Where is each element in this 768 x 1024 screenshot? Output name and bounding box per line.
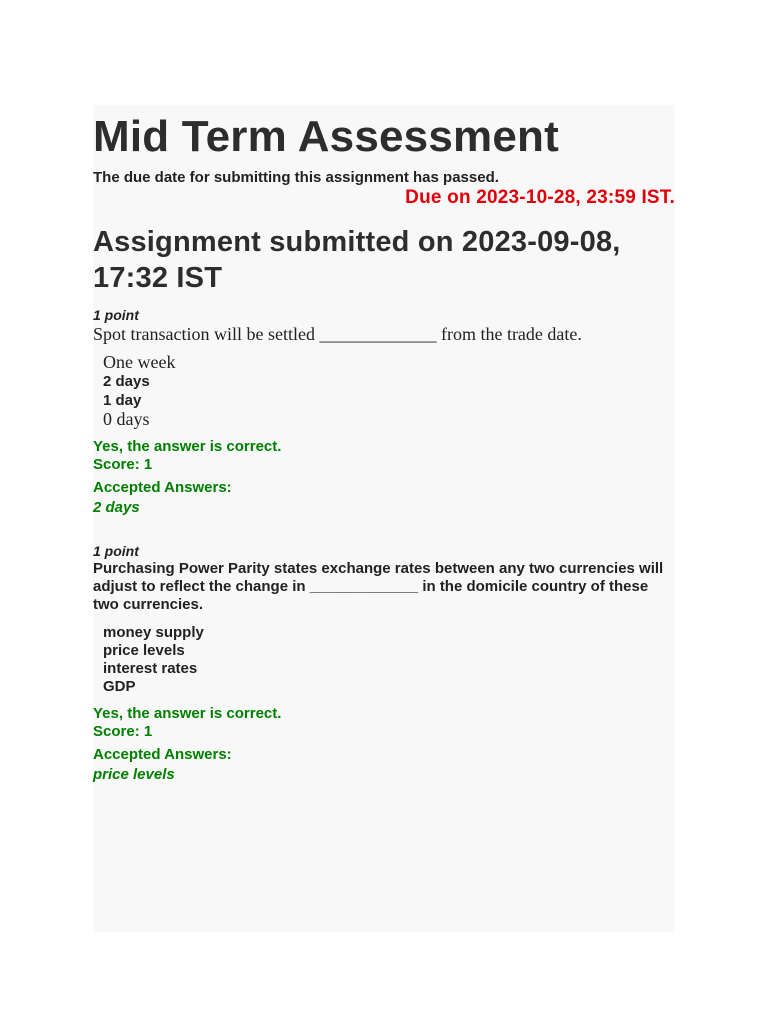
option-item: GDP — [103, 678, 136, 695]
due-passed-notice: The due date for submitting this assignment has passed. — [93, 169, 499, 186]
accepted-answers-label: Accepted Answers: — [93, 746, 232, 763]
option-item: 1 day — [103, 392, 142, 409]
question-points: 1 point — [93, 543, 139, 559]
option-item: 2 days — [103, 373, 150, 390]
option-item: 0 days — [103, 409, 150, 429]
option-item: interest rates — [103, 660, 198, 677]
options-list — [103, 624, 675, 696]
answer-result: Yes, the answer is correct. — [93, 438, 282, 455]
due-date: Due on 2023-10-28, 23:59 IST. — [405, 187, 675, 208]
question-text: Spot transaction will be settled _____________ from the trade date. — [93, 324, 582, 344]
accepted-answer: 2 days — [93, 499, 140, 516]
accepted-answer: price levels — [93, 766, 175, 783]
answer-result: Yes, the answer is correct. — [93, 705, 282, 722]
answer-score: Score: 1 — [93, 456, 153, 473]
answer-score: Score: 1 — [93, 723, 153, 740]
option-item: One week — [103, 352, 176, 372]
question-text: Purchasing Power Parity states exchange rates between any two currencies will adjust to reflect the change in _____________ in the domicile country of these two currencies. — [93, 560, 664, 613]
options-list — [103, 353, 675, 429]
page-title: Mid Term Assessment — [93, 112, 559, 161]
question-1 — [93, 307, 675, 517]
accepted-answers-label: Accepted Answers: — [93, 479, 232, 496]
question-points: 1 point — [93, 307, 139, 323]
question-2 — [93, 543, 675, 784]
assessment-panel — [93, 105, 675, 932]
option-item: price levels — [103, 642, 185, 659]
option-item: money supply — [103, 624, 204, 641]
submission-timestamp: Assignment submitted on 2023-09-08, 17:32 IST — [93, 226, 621, 294]
